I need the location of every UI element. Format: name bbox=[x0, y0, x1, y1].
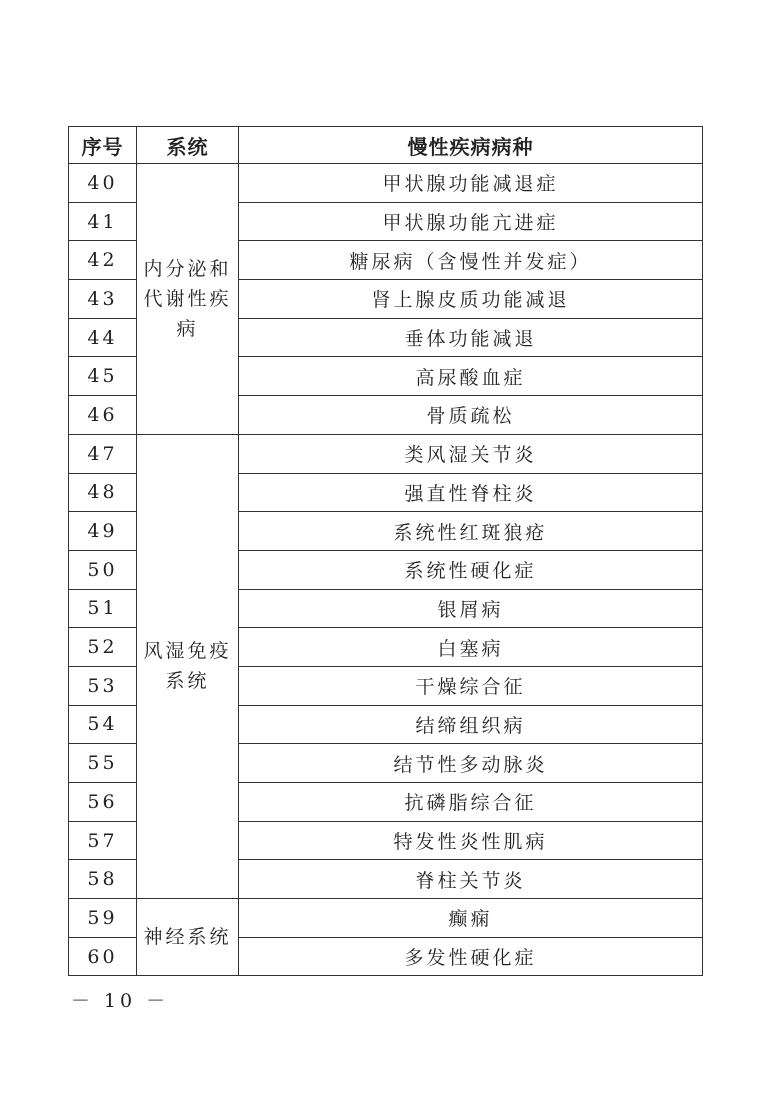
table-row bbox=[69, 164, 703, 203]
disease-name: 垂体功能减退 bbox=[239, 318, 703, 357]
row-number: 41 bbox=[69, 202, 137, 241]
header-disease: 慢性疾病病种 bbox=[239, 127, 703, 164]
row-number: 54 bbox=[69, 705, 137, 744]
disease-name: 高尿酸血症 bbox=[239, 357, 703, 396]
disease-name: 抗磷脂综合征 bbox=[239, 783, 703, 822]
disease-name: 系统性硬化症 bbox=[239, 550, 703, 589]
row-number: 53 bbox=[69, 666, 137, 705]
disease-name: 甲状腺功能减退症 bbox=[239, 164, 703, 203]
row-number: 50 bbox=[69, 550, 137, 589]
row-number: 51 bbox=[69, 589, 137, 628]
row-number: 43 bbox=[69, 280, 137, 319]
disease-name: 特发性炎性肌病 bbox=[239, 821, 703, 860]
disease-name: 白塞病 bbox=[239, 628, 703, 667]
disease-name: 系统性红斑狼疮 bbox=[239, 512, 703, 551]
row-number: 59 bbox=[69, 899, 137, 938]
row-number: 58 bbox=[69, 860, 137, 899]
table-row bbox=[69, 899, 703, 938]
disease-name: 骨质疏松 bbox=[239, 396, 703, 435]
row-number: 46 bbox=[69, 396, 137, 435]
row-number: 56 bbox=[69, 783, 137, 822]
row-number: 47 bbox=[69, 434, 137, 473]
row-number: 42 bbox=[69, 241, 137, 280]
header-system: 系统 bbox=[137, 127, 239, 164]
row-number: 52 bbox=[69, 628, 137, 667]
table-header-row bbox=[69, 127, 703, 164]
row-number: 48 bbox=[69, 473, 137, 512]
disease-name: 甲状腺功能亢进症 bbox=[239, 202, 703, 241]
row-number: 60 bbox=[69, 937, 137, 976]
page-number: － 10 － bbox=[70, 990, 170, 1012]
disease-name: 糖尿病（含慢性并发症） bbox=[239, 241, 703, 280]
header-no: 序号 bbox=[69, 127, 137, 164]
system-cell: 风湿免疫系统 bbox=[137, 434, 239, 898]
row-number: 45 bbox=[69, 357, 137, 396]
disease-name: 结缔组织病 bbox=[239, 705, 703, 744]
disease-name: 多发性硬化症 bbox=[239, 937, 703, 976]
row-number: 57 bbox=[69, 821, 137, 860]
row-number: 55 bbox=[69, 744, 137, 783]
table-body bbox=[69, 164, 703, 976]
table-row bbox=[69, 434, 703, 473]
disease-name: 银屑病 bbox=[239, 589, 703, 628]
disease-name: 强直性脊柱炎 bbox=[239, 473, 703, 512]
row-number: 49 bbox=[69, 512, 137, 551]
disease-name: 干燥综合征 bbox=[239, 666, 703, 705]
disease-name: 结节性多动脉炎 bbox=[239, 744, 703, 783]
disease-name: 脊柱关节炎 bbox=[239, 860, 703, 899]
row-number: 44 bbox=[69, 318, 137, 357]
disease-name: 癫痫 bbox=[239, 899, 703, 938]
disease-name: 类风湿关节炎 bbox=[239, 434, 703, 473]
system-cell: 神经系统 bbox=[137, 899, 239, 976]
system-cell: 内分泌和代谢性疾病 bbox=[137, 164, 239, 435]
row-number: 40 bbox=[69, 164, 137, 203]
disease-name: 肾上腺皮质功能减退 bbox=[239, 280, 703, 319]
chronic-disease-table bbox=[68, 126, 703, 976]
